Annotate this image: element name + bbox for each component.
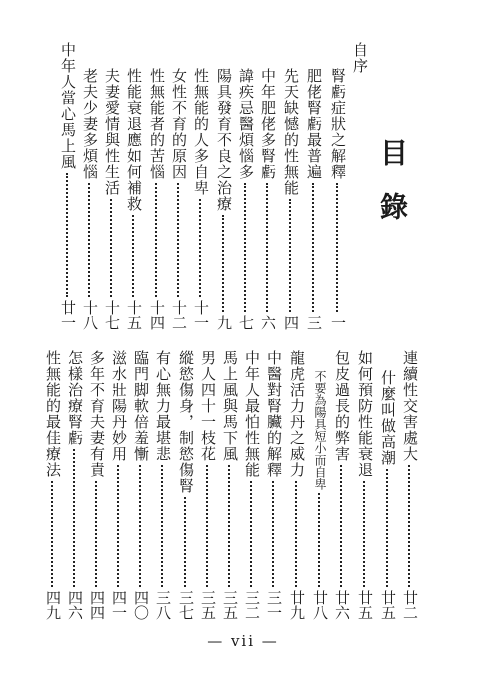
entry-page: 四六: [66, 590, 84, 620]
entry-title: 臨門脚軟倍羞慚: [132, 350, 150, 462]
dot-leader: [340, 465, 344, 587]
toc-entry[interactable]: [378, 370, 398, 620]
entry-title: 諱疾忌醫煩惱多: [237, 68, 255, 180]
dot-leader: [117, 465, 121, 587]
dot-leader: [318, 493, 322, 587]
entry-page: 三五: [221, 590, 239, 620]
entry-title: 多年不育夫妻有責: [88, 350, 106, 478]
toc-entry[interactable]: [124, 68, 144, 330]
dot-leader: [250, 481, 254, 587]
dot-leader: [312, 183, 316, 312]
entry-page: 四: [282, 315, 300, 330]
preface-label: 自序: [351, 42, 369, 74]
toc-entry[interactable]: [80, 68, 100, 330]
toc-entry[interactable]: [281, 68, 301, 330]
dot-leader: [363, 481, 367, 587]
entry-page: 廿五: [356, 590, 374, 620]
toc-entry[interactable]: [169, 68, 189, 330]
entry-page: 十四: [148, 300, 166, 330]
toc-entry[interactable]: [176, 350, 196, 620]
toc-entry[interactable]: [220, 350, 240, 620]
entry-title: 男人四十一枝花: [199, 350, 217, 462]
entry-page: 廿八: [311, 590, 329, 620]
entry-page: 四九: [44, 590, 62, 620]
entry-page: 十一: [192, 300, 210, 330]
dot-leader: [95, 481, 99, 587]
entry-page: 廿五: [379, 590, 397, 620]
toc-entry[interactable]: [400, 350, 420, 620]
dot-leader: [206, 465, 210, 587]
entry-title: 包皮過長的弊害: [333, 350, 351, 462]
entry-page: 廿二: [401, 590, 419, 620]
entry-title: 中醫對腎臟的解釋: [265, 350, 283, 478]
toc-entry[interactable]: [147, 68, 167, 330]
toc-entry[interactable]: [332, 350, 352, 620]
dot-leader: [132, 215, 136, 297]
entry-title: 陽具發育不良之治療: [215, 68, 233, 212]
entry-page: 三二: [243, 590, 261, 620]
toc-entry[interactable]: [43, 350, 63, 620]
toc-entry[interactable]: [328, 68, 348, 330]
entry-title: 有心無力最堪悲: [154, 350, 172, 462]
entry-page: 三八: [154, 590, 172, 620]
entry-page: 廿一: [59, 300, 77, 330]
entry-page: 四〇: [132, 590, 150, 620]
toc-entry[interactable]: [236, 68, 256, 330]
dot-leader: [88, 183, 92, 297]
entry-title: 怎樣治療腎虧: [66, 350, 84, 446]
toc-entry[interactable]: [198, 350, 218, 620]
entry-title: 中年肥佬多腎虧: [259, 68, 277, 180]
entry-page: 四一: [110, 590, 128, 620]
dot-leader: [266, 183, 270, 312]
toc-entry[interactable]: [109, 350, 129, 620]
entry-page: 三一: [265, 590, 283, 620]
entry-title: 連續性交害處大: [401, 350, 419, 462]
entry-title: 性無能的最佳療法: [44, 350, 62, 478]
entry-title: 性能衰退應如何補救: [125, 68, 143, 212]
entry-title: 女性不育的原因: [170, 68, 188, 180]
toc-entry[interactable]: [242, 350, 262, 620]
toc-entry[interactable]: [355, 350, 375, 620]
dot-leader: [51, 481, 55, 587]
entry-title: 中年人最怕性無能: [243, 350, 261, 478]
toc-entry[interactable]: [264, 350, 284, 620]
entry-title: 什麼叫做高潮: [379, 370, 397, 466]
toc-entry[interactable]: [214, 68, 234, 330]
dot-leader: [336, 183, 340, 312]
dot-leader: [155, 183, 159, 297]
entry-title: 性無能的人多自卑: [192, 68, 210, 196]
toc-entry[interactable]: [87, 350, 107, 620]
dot-leader: [161, 465, 165, 587]
dot-leader: [408, 465, 412, 587]
entry-title: 中年人當心馬上風: [59, 42, 77, 170]
entry-page: 三七: [177, 590, 195, 620]
dot-leader: [228, 465, 232, 587]
dot-leader: [222, 215, 226, 312]
toc-entry[interactable]: [65, 350, 85, 620]
entry-page: 十七: [103, 300, 121, 330]
entry-title: 夫妻愛情與性生活: [103, 68, 121, 196]
dot-leader: [386, 469, 390, 587]
toc-entry[interactable]: [58, 42, 78, 330]
toc-preface: [350, 42, 370, 82]
entry-page: 十八: [81, 300, 99, 330]
entry-title: 馬上風與馬下風: [221, 350, 239, 462]
dot-leader: [199, 199, 203, 297]
entry-page: 一: [329, 315, 347, 330]
dot-leader: [177, 183, 181, 297]
entry-title: 性無能者的苦惱: [148, 68, 166, 180]
entry-page: 廿六: [333, 590, 351, 620]
toc-entry[interactable]: [153, 350, 173, 620]
toc-entry[interactable]: [304, 68, 324, 330]
toc-entry[interactable]: [310, 370, 330, 620]
toc-entry[interactable]: [191, 68, 211, 330]
dot-leader: [139, 465, 143, 587]
page-number: — vii —: [207, 632, 279, 650]
dot-leader: [272, 481, 276, 587]
dot-leader: [289, 199, 293, 312]
dot-leader: [244, 183, 248, 312]
toc-heading: 目錄: [376, 138, 409, 246]
entry-title: 龍虎活力丹之威力: [288, 350, 306, 478]
entry-title: 腎虧症狀之解釋: [329, 68, 347, 180]
entry-page: 三五: [199, 590, 217, 620]
entry-title: 縱慾傷身，制慾傷腎: [177, 350, 195, 494]
entry-page: 九: [215, 315, 233, 330]
entry-page: 十五: [125, 300, 143, 330]
toc-entry[interactable]: [102, 68, 122, 330]
entry-title: 滋水壯陽丹妙用: [110, 350, 128, 462]
entry-title: 肥佬腎虧最普遍: [305, 68, 323, 180]
entry-page: 四四: [88, 590, 106, 620]
dot-leader: [66, 173, 70, 297]
dot-leader: [184, 497, 188, 587]
entry-title: 先天缺憾的性無能: [282, 68, 300, 196]
entry-page: 廿九: [288, 590, 306, 620]
dot-leader: [110, 199, 114, 297]
dot-leader: [73, 449, 77, 587]
entry-page: 七: [237, 315, 255, 330]
toc-entry[interactable]: [131, 350, 151, 620]
entry-page: 十二: [170, 300, 188, 330]
entry-page: 三: [305, 315, 323, 330]
entry-title: 老夫少妻多煩惱: [81, 68, 99, 180]
toc-entry[interactable]: [258, 68, 278, 330]
dot-leader: [295, 481, 299, 587]
entry-title: 不要為陽具短小而自卑: [313, 370, 327, 490]
entry-page: 六: [259, 315, 277, 330]
toc-entry[interactable]: [287, 350, 307, 620]
entry-title: 如何預防性能衰退: [356, 350, 374, 478]
